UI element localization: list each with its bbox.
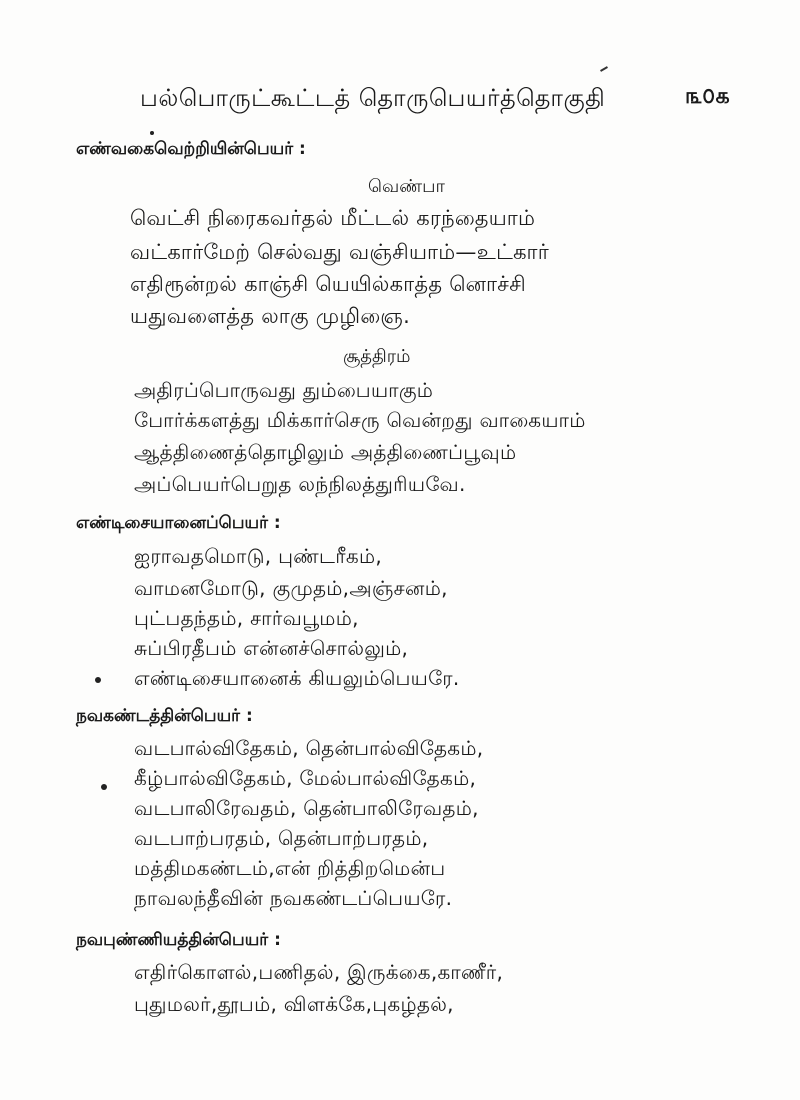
venba-line: எதிரூன்றல் காஞ்சி யெயில்காத்த னொச்சி — [130, 272, 526, 296]
venba-line: வெட்சி நிரைகவர்தல் மீட்டல் கரந்தையாம் — [130, 206, 536, 230]
verse-line: மத்திமகண்டம்,என் றித்திறமென்ப — [134, 856, 446, 880]
ink-dot — [101, 784, 107, 790]
verse-line: கீழ்பால்விதேகம், மேல்பால்விதேகம், — [134, 766, 477, 790]
verse-line: நாவலந்தீவின் நவகண்டப்பெயரே. — [134, 886, 453, 910]
sutra-line: அதிரப்பொருவது தும்பையாகும் — [134, 378, 434, 402]
page-header — [130, 78, 730, 122]
section-heading-nine-merits: நவபுண்ணியத்தின்பெயர் : — [76, 930, 281, 950]
verse-line: ஐராவதமொடு, புண்டரீகம், — [134, 544, 383, 568]
ink-dot — [95, 677, 101, 683]
section-heading-elephants: எண்டிசையானைப்பெயர் : — [76, 513, 281, 533]
venba-line: வட்கார்மேற் செல்வது வஞ்சியாம்—உட்கார் — [130, 240, 550, 264]
running-head: பல்பொருட்கூட்டத் தொருபெயர்த்தொகுதி — [140, 84, 606, 112]
sutra-title: சூத்திரம் — [343, 346, 411, 367]
verse-line: வடபாலிரேவதம், தென்பாலிரேவதம், — [134, 796, 479, 820]
section-heading-nine-regions: நவகண்டத்தின்பெயர் : — [76, 706, 253, 726]
sutra-line: ஆத்திணைத்தொழிலும் அத்திணைப்பூவும் — [134, 440, 517, 464]
verse-line: சுப்பிரதீபம் என்னச்சொல்லும், — [134, 636, 409, 660]
verse-line: வடபால்விதேகம், தென்பால்விதேகம், — [134, 736, 484, 760]
verse-line: வாமனமோடு, குமுதம்,அஞ்சனம், — [134, 576, 448, 600]
section-heading-victory: எண்வகைவெற்றியின்பெயர் : — [76, 139, 306, 159]
venba-title: வெண்பா — [368, 176, 445, 197]
venba-line: யதுவளைத்த லாகு முழிஞை. — [130, 304, 411, 328]
ink-mark — [600, 66, 608, 72]
ink-dot — [150, 131, 154, 135]
verse-line: புதுமலர்,தூபம், விளக்கே,புகழ்தல், — [134, 992, 454, 1016]
sutra-line: போர்க்களத்து மிக்கார்செரு வென்றது வாகையாம் — [134, 408, 586, 432]
verse-line: புட்பதந்தம், சார்வபூமம், — [134, 606, 359, 630]
verse-line: எதிர்கொளல்,பணிதல், இருக்கை,காணீர், — [134, 960, 504, 984]
sutra-line: அப்பெயர்பெறுத லந்நிலத்துரியவே. — [134, 472, 466, 496]
page-number: ௩௦௧ — [685, 84, 730, 109]
verse-line: வடபாற்பரதம், தென்பாற்பரதம், — [134, 826, 429, 850]
verse-line: எண்டிசையானைக் கியலும்பெயரே. — [134, 666, 460, 690]
